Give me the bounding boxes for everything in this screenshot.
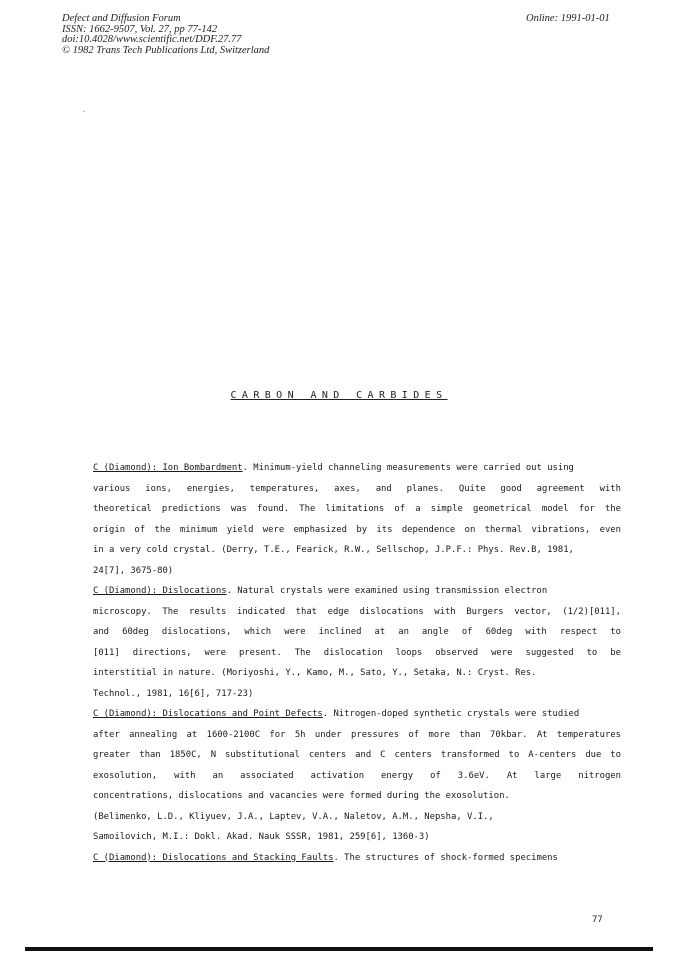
entry-line: and 60deg dislocations, which were inclined at an angle of 60deg with respect to [93,627,621,637]
entry-line: C (Diamond): Ion Bombardment. Minimum-yield channeling measurements were carried out using [93,463,574,473]
entry-heading: C (Diamond): Dislocations and Stacking Faults [93,852,334,863]
entry-line: microscopy. The results indicated that edge dislocations with Burgers vector, (1/2)[011], [93,606,621,617]
entry-heading: C (Diamond): Dislocations [93,586,227,596]
entry-line: in a very cold crystal. (Derry, T.E., Fearick, R.W., Sellschop, J.P.F.: Phys. Rev.B, 1981, [93,545,574,555]
entry-line: Technol., 1981, 16[6], 717-23) [93,688,254,699]
entry-line: C (Diamond): Dislocations. Natural crystals were examined using transmission electron [93,586,548,596]
entry-line: interstitial in nature. (Moriyoshi, Y., Kamo, M., Sato, Y., Setaka, N.: Cryst. Res. [93,668,537,678]
entry-line: Samoilovich, M.I.: Dokl. Akad. Nauk SSSR, 1981, 259[6], 1360-3) [93,832,430,842]
entry-line: (Belimenko, L.D., Kliyuev, J.A., Laptev, V.A., Naletov, A.M., Nepsha, V.I., [93,811,494,822]
doi-line[interactable]: doi:10.4028/www.scientific.net/DDF.27.77 [62,34,242,45]
abstracts-body [93,458,621,868]
footer-rule [25,947,653,951]
copyright-line: © 1982 Trans Tech Publications Ltd, Switzerland [62,44,270,56]
entry-line: 24[7], 3675-80) [93,565,174,576]
entry-line: concentrations, dislocations and vacancies were formed during the exosolution. [93,791,510,801]
journal-header [62,14,269,56]
scan-speck [83,111,85,112]
section-title: CARBON AND CARBIDES [230,390,448,401]
entry-line: C (Diamond): Dislocations and Stacking Faults. The structures of shock-formed specimens [93,852,558,863]
entry-heading: C (Diamond): Dislocations and Point Defects [93,709,323,719]
entry-line: exosolution, with an associated activation energy of 3.6eV. At large nitrogen [93,770,621,781]
entry-line: after annealing at 1600-2100C for 5h under pressures of more than 70kbar. At temperatures [93,729,621,740]
page-number: 77 [592,915,603,925]
entry-line: [011] directions, were present. The dislocation loops observed were suggested to be [93,647,621,658]
entry-line: various ions, energies, temperatures, axes, and planes. Quite good agreement with [93,483,621,494]
issn-line: ISSN: 1662-9507, Vol. 27, pp 77-142 [62,23,218,35]
entry-line: greater than 1850C, N substitutional centers and C centers transformed to A-centers due to [93,750,621,760]
entry-line: theoretical predictions was found. The limitations of a simple geometrical model for the [93,504,621,514]
entry-line: C (Diamond): Dislocations and Point Defects. Nitrogen-doped synthetic crystals were studied [93,709,580,719]
entry-heading: C (Diamond): Ion Bombardment [93,463,243,473]
online-date: Online: 1991-01-01 [526,13,610,24]
entry-line: origin of the minimum yield were emphasized by its dependence on thermal vibrations, even [93,524,621,535]
journal-name: Defect and Diffusion Forum [62,13,181,24]
